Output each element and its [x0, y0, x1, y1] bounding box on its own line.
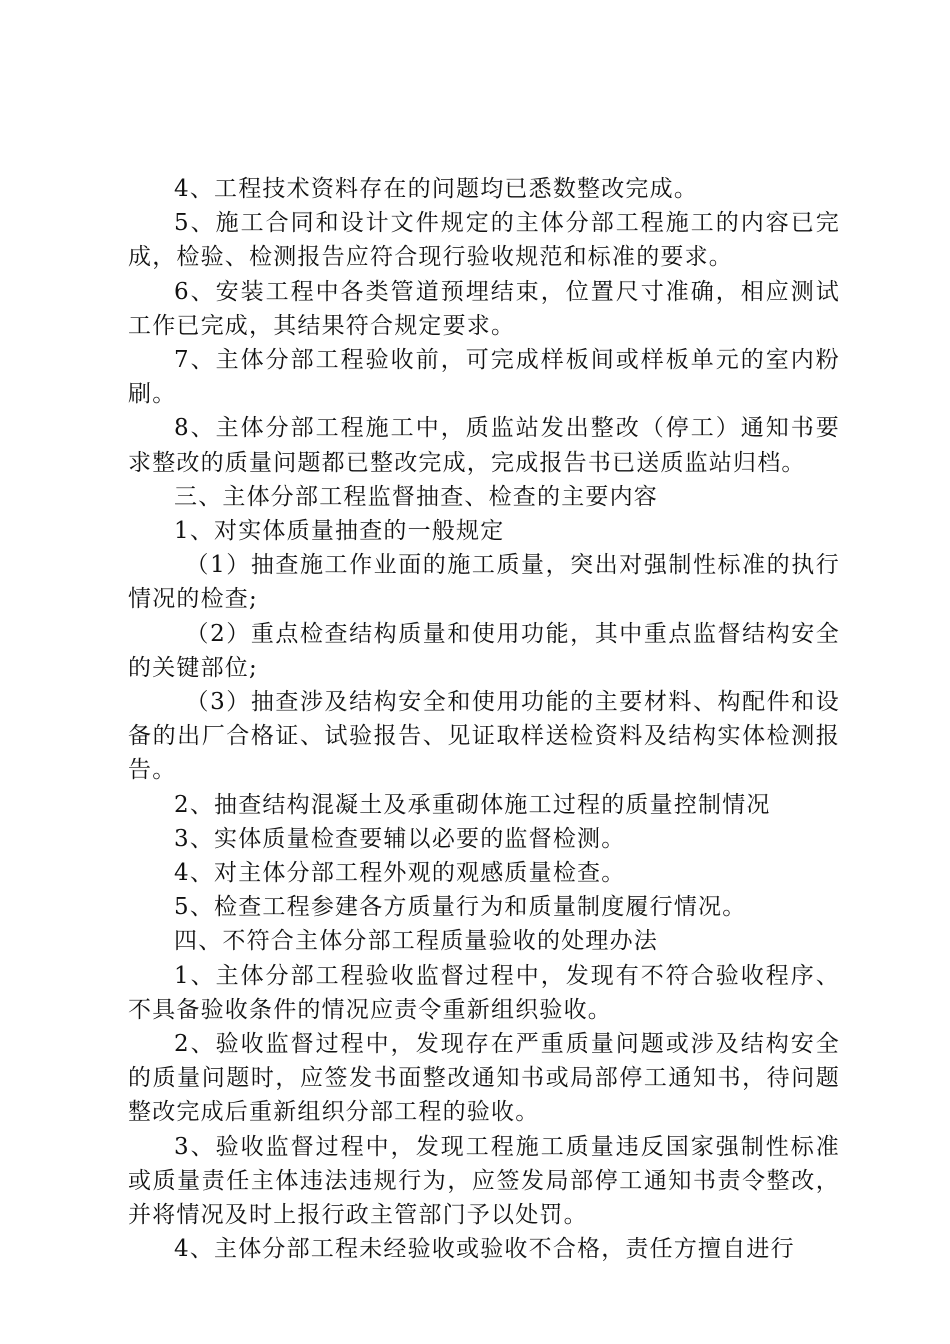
paragraph-item-6: 6、安装工程中各类管道预埋结束，位置尺寸准确，相应测试工作已完成，其结果符合规定要求。 — [128, 278, 840, 339]
document-page — [128, 172, 840, 1267]
paragraph-general-rules: 1、对实体质量抽查的一般规定 — [174, 518, 505, 545]
paragraph-handling-1: 1、主体分部工程验收监督过程中，发现有不符合验收程序、不具备验收条件的情况应责令重新组织验收。 — [128, 962, 840, 1023]
paragraph-item-7: 7、主体分部工程验收前，可完成样板间或样板单元的室内粉刷。 — [128, 347, 840, 408]
paragraph-handling-2: 2、验收监督过程中，发现存在严重质量问题或涉及结构安全的质量问题时，应签发书面整改通知书或局部停工通知书，待问题整改完成后重新组织分部工程的验收。 — [128, 1031, 840, 1126]
paragraph-check-2: 2、抽查结构混凝土及承重砌体施工过程的质量控制情况 — [174, 791, 771, 818]
paragraph-item-5: 5、施工合同和设计文件规定的主体分部工程施工的内容已完成，检验、检测报告应符合现行验收规范和标准的要求。 — [128, 210, 840, 271]
sub-item-1: （1）抽查施工作业面的施工质量，突出对强制性标准的执行情况的检查; — [128, 552, 840, 613]
section-heading-3: 三、主体分部工程监督抽查、检查的主要内容 — [174, 483, 658, 510]
paragraph-handling-3: 3、验收监督过程中，发现工程施工质量违反国家强制性标准或质量责任主体违法违规行为，应签发局部停工通知书责令整改，并将情况及时上报行政主管部门予以处罚。 — [128, 1133, 840, 1229]
paragraph-item-4: 4、工程技术资料存在的问题均已悉数整改完成。 — [174, 176, 699, 202]
paragraph-check-4: 4、对主体分部工程外观的观感质量检查。 — [174, 860, 626, 887]
paragraph-check-5: 5、检查工程参建各方质量行为和质量制度履行情况。 — [174, 894, 747, 921]
paragraph-item-8: 8、主体分部工程施工中，质监站发出整改（停工）通知书要求整改的质量问题都已整改完成，完成报告书已送质监站归档。 — [128, 415, 840, 476]
section-heading-4: 四、不符合主体分部工程质量验收的处理办法 — [174, 928, 658, 955]
paragraph-check-3: 3、实体质量检查要辅以必要的监督检测。 — [174, 825, 626, 852]
sub-item-3: （3）抽查涉及结构安全和使用功能的主要材料、构配件和设备的出厂合格证、试验报告、见证取样送检资料及结构实体检测报告。 — [128, 689, 840, 784]
sub-item-2: （2）重点检查结构质量和使用功能，其中重点监督结构安全的关键部位; — [128, 620, 840, 681]
paragraph-handling-4: 4、主体分部工程未经验收或验收不合格，责任方擅自进行 — [174, 1236, 795, 1263]
